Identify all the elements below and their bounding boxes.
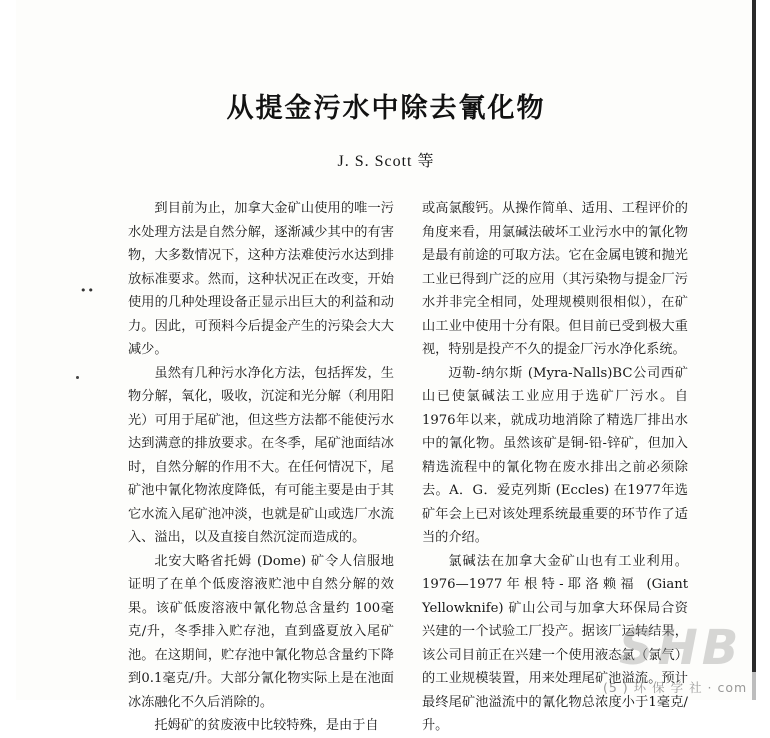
paragraph: 迈勒-纳尔斯 (Myra-Nalls)BC公司西矿山已使氯碱法工业应用于选矿厂污水。自1976年以来，就成功地消除了精选厂排出水中的氰化物。虽然该矿是铜-铅-锌矿，但加入精选流程中的氰化物在废水排出之前必须除去。A．G．爱克列斯 (Eccles) 在1977年选矿年会上已对该处理系统最重要的环节作了适当的介绍。 — [422, 365, 688, 545]
paragraph: 虽然有几种污水净化方法，包括挥发，生物分解，氧化，吸收，沉淀和光分解（利用阳光）可用于尾矿池，但这些方法都不能使污水达到满意的排放要求。在冬季，尾矿池面结冰时，自然分解的作用不大。在任何情况下，尾矿池中氰化物浓度降低，有可能主要是由于其它水流入尾矿池冲淡，也就是矿山或选厂水流入、溢出，以及直接自然沉淀而造成的。 — [128, 365, 394, 545]
paragraph: 托姆矿的贫废液中比较特殊，是由于自 — [154, 718, 379, 733]
right-column — [422, 197, 688, 738]
paragraph-continuation: 或高氯酸钙。从操作简单、适用、工程评价的角度来看，用氯碱法破坏工业污水中的氰化物是最有前途的可取方法。它在金属电镀和抛光工业已得到广泛的应用（其污染物与提金厂污水并非完全相同，处理规模则很相似），在矿山工业中使用十分有限。但目前已受到极大重视，特别是投产不久的提金厂污水净化系统。 — [422, 201, 688, 357]
paragraph: 氯碱法在加拿大金矿山也有工业利用。1976—1977年根特-耶洛赖福 (Giant Yellowknife) 矿山公司与加拿大环保局合资兴建的一个试验工厂投产。据该厂运转结果，该公司目前正在兴建一个使用液态氯（氯气）的工业规模装置，用来处理尾矿池溢流。预计最终尾矿池溢流中的氰化物总浓度小于1毫克/升。 — [422, 553, 688, 733]
article-author: J. S. Scott 等 — [337, 153, 435, 170]
watermark-site-text: (5 ) 环 保 学 社 · com — [603, 680, 748, 695]
page-edge-rule-bottom — [752, 672, 756, 700]
scanned-page — [16, 0, 756, 733]
margin-dots: •• — [80, 284, 95, 297]
paragraph: 北安大略省托姆 (Dome) 矿令人信服地证明了在单个低废溶液贮池中自然分解的效果。该矿低废溶液中氰化物总含量约 100毫克/升，冬季排入贮存池，直到盛夏放入尾矿池。在这期间，贮存池中氰化物总含量约下降到0.1毫克/升。大部分氰化物实际上是在池面冰冻融化不久后消除的。 — [128, 553, 394, 710]
watermark-logo: SHB — [619, 620, 743, 676]
left-column — [128, 197, 394, 738]
margin-speck — [76, 376, 79, 379]
article-title: 从提金污水中除去氰化物 — [226, 93, 546, 124]
paragraph: 到目前为止，加拿大金矿山使用的唯一污水处理方法是自然分解，逐渐减少其中的有害物，大多数情况下，这种方法难使污水达到排放标准要求。然而，这种状况正在改变，开始使用的几种处理设备正显示出巨大的利益和动力。因此，可预料今后提金产生的污染会大大减少。 — [128, 201, 394, 357]
